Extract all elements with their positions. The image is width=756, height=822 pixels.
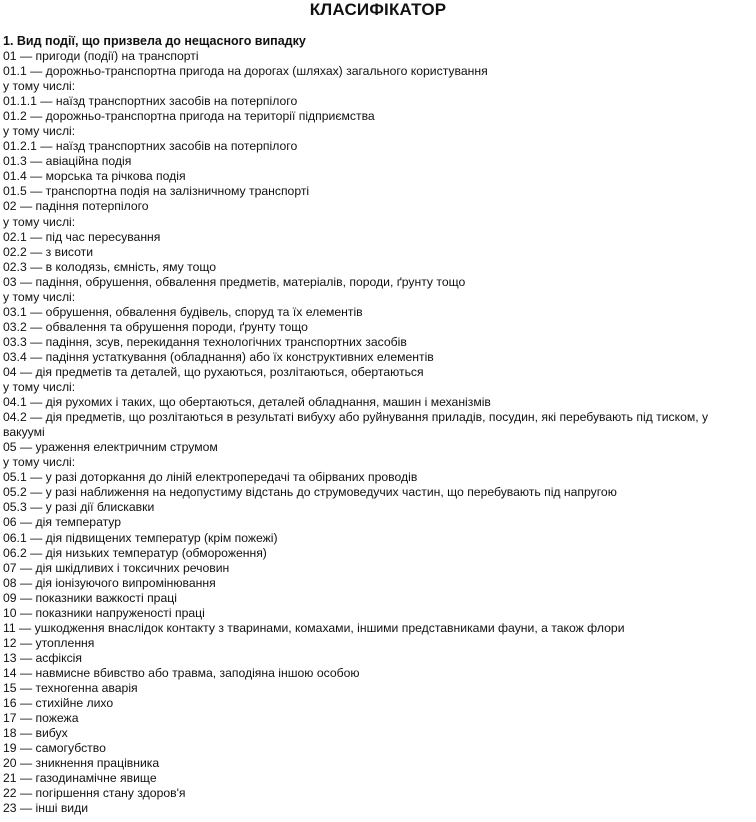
document-title: КЛАСИФІКАТОР [309,0,447,19]
classifier-line: 05 — ураження електричним струмом [3,440,218,455]
classifier-line: 18 — вибух [3,726,68,741]
classifier-line: 01.5 — транспортна подія на залізничному транспорті [3,184,310,199]
classifier-line: 01.3 — авіаційна подія [3,154,132,169]
classifier-line: 02.2 — з висоти [3,244,94,259]
classifier-line: 05.2 — у разі наближення на недопустиму відстань до струмоведучих частин, що перебувають під напругою [3,485,617,500]
classifier-line: 09 — показники важкості праці [3,590,177,605]
classifier-line: 01 — пригоди (події) на транспорті [3,49,199,63]
classifier-line: 04.1 — дія рухомих і таких, що обертаються, деталей обладнання, машин і механізмів [3,395,491,410]
classifier-line: 13 — асфіксія [3,650,82,665]
classifier-line: 01.2 — дорожньо-транспортна пригода на території підприємства [3,109,375,124]
classifier-line: 06.2 — дія низьких температур (обмороження) [3,545,267,560]
classifier-line: 06 — дія температур [3,515,122,530]
classifier-line: 01.2.1 — наїзд транспортних засобів на потерпілого [3,139,298,154]
classifier-line: 07 — дія шкідливих і токсичних речовин [3,560,230,575]
classifier-line: 22 — погіршення стану здоров'я [3,786,186,801]
classifier-line: 16 — стихійне лихо [3,696,114,711]
classifier-line: 05.3 — у разі дії блискавки [3,500,155,515]
classifier-line: 03.2 — обвалення та обрушення породи, ґрунту тощо [3,319,308,334]
classifier-line: у тому числі: [3,289,76,304]
classifier-line: 03.3 — падіння, зсув, перекидання технологічних транспортних засобів [3,334,407,349]
classifier-line: 05.1 — у разі доторкання до ліній електропередачі та обірваних проводів [3,470,418,485]
classifier-line: 02 — падіння потерпілого [3,199,149,214]
classifier-line: 15 — техногенна аварія [3,680,138,695]
classifier-line: у тому числі: [3,380,76,395]
classifier-line: 17 — пожежа [3,711,79,726]
classifier-line: 10 — показники напруженості праці [3,605,205,620]
classifier-line: у тому числі: [3,124,76,139]
classifier-line: 03 — падіння, обрушення, обвалення предметів, матеріалів, породи, ґрунту тощо [3,274,466,289]
classifier-line: 14 — навмисне вбивство або травма, заподіяна іншою особою [3,665,360,680]
classifier-line: 04.2 — дія предметів, що розлітаються в результаті вибуху або руйнування приладів, посудин, які перебувають під тиском, у вакуумі [3,410,709,440]
classifier-line: у тому числі: [3,79,76,94]
classifier-line: 03.4 — падіння устаткування (обладнання) або їх конструктивних елементів [3,349,434,364]
classifier-line: 19 — самогубство [3,741,106,756]
classifier-line: 12 — утоплення [3,635,95,650]
classifier-line: 01.4 — морська та річкова подія [3,169,186,184]
classifier-line: 03.1 — обрушення, обвалення будівель, споруд та їх елементів [3,304,363,319]
classifier-line: 11 — ушкодження внаслідок контакту з тваринами, комахами, іншими представниками фауни, а також флори [3,620,625,635]
classifier-line: у тому числі: [3,455,76,470]
classifier-line: у тому числі: [3,214,76,229]
classifier-line: 02.1 — під час пересування [3,229,161,244]
classifier-line: 01.1.1 — наїзд транспортних засобів на потерпілого [3,94,298,109]
classifier-line: 02.3 — в колодязь, ємність, яму тощо [3,259,217,274]
classifier-line: 23 — інші види [3,801,89,816]
classifier-list [3,49,748,816]
section-heading: 1. Вид події, що призвела до нещасного випадку [3,34,306,48]
classifier-line: 21 — газодинамічне явище [3,771,157,786]
classifier-line: 08 — дія іонізуючого випромінювання [3,575,216,590]
classifier-line: 06.1 — дія підвищених температур (крім пожежі) [3,530,278,545]
classifier-line: 20 — зникнення працівника [3,756,160,771]
classifier-line: 04 — дія предметів та деталей, що рухаються, розлітаються, обертаються [3,364,424,379]
classifier-line: 01.1 — дорожньо-транспортна пригода на дорогах (шляхах) загального користування [3,64,488,79]
